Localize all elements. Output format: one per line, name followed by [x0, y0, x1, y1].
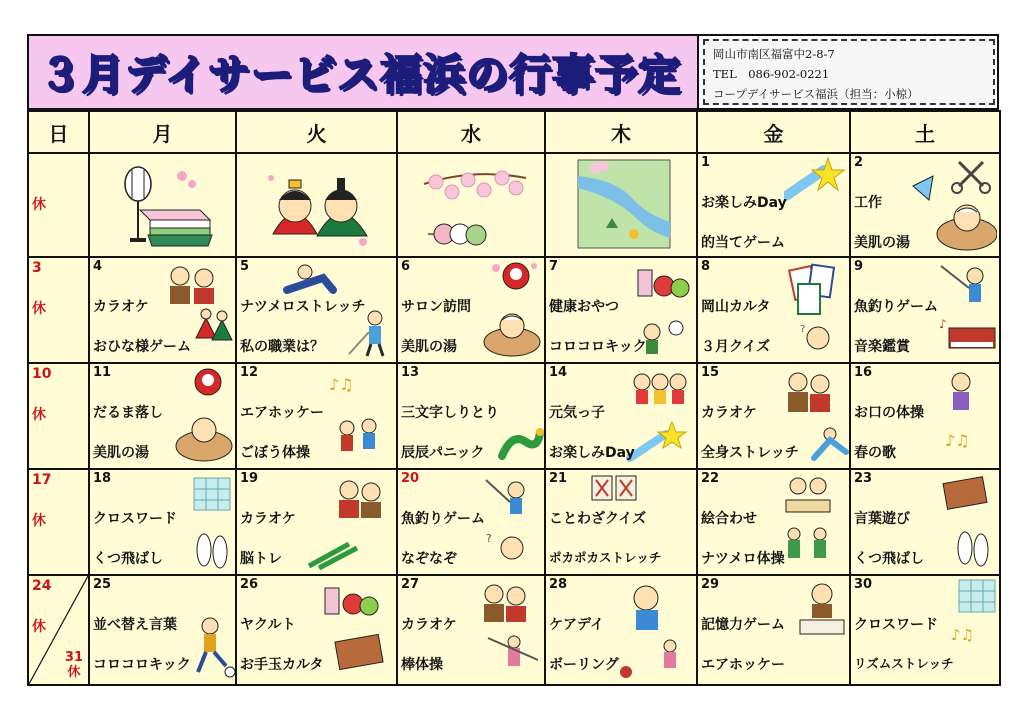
illustration-cell-hina-couple [236, 153, 397, 257]
date-number: 4 [93, 259, 103, 274]
river-landscape-icon [576, 158, 672, 250]
week-row-2 [28, 257, 1000, 363]
activity-2: 美肌の湯 [854, 235, 910, 251]
activity-1: エアホッケー [240, 405, 324, 421]
date-number: 20 [401, 471, 420, 486]
date-number: 11 [93, 365, 112, 380]
date-number: 25 [93, 577, 112, 592]
weekday-fri: 金 [697, 111, 850, 153]
activity-2: ポカポカストレッチ [549, 550, 662, 565]
activity-1: 健康おやつ [549, 299, 619, 315]
shooting-star-icon [784, 156, 846, 204]
date-number: 3 [32, 260, 42, 276]
weekday-thu: 木 [545, 111, 697, 153]
fishing-and-riddle-icon [482, 474, 542, 570]
day-cell-9 [850, 257, 1000, 363]
daruma-and-bath-icon [172, 366, 234, 464]
fishing-and-piano-icon [935, 262, 999, 360]
calendar-sheet [27, 34, 999, 684]
day-cell-10 [28, 363, 89, 469]
day-cell-26 [236, 575, 397, 685]
illustration-cell-cherry-dango [397, 153, 545, 257]
weekday-mon: 月 [89, 111, 236, 153]
day-cell-12 [236, 363, 397, 469]
date-number: 2 [854, 155, 864, 170]
week-row-5 [28, 575, 1000, 685]
activity-1: 魚釣りゲーム [401, 511, 485, 527]
day-cell-18 [89, 469, 236, 575]
activity-2: おひな様ゲーム [93, 339, 191, 355]
activity-1: 魚釣りゲーム [854, 299, 938, 315]
day-cell-24-31 [28, 575, 89, 685]
day-cell-21 [545, 469, 697, 575]
dragon-icon [498, 422, 544, 464]
cherry-blossom-dango-icon [414, 164, 534, 250]
day-cell-22 [697, 469, 850, 575]
closed-label-31: 休 [67, 665, 81, 680]
date-number: 29 [701, 577, 720, 592]
title-banner [27, 34, 697, 110]
activity-1: ことわざクイズ [549, 511, 647, 527]
day-cell-29 [697, 575, 850, 685]
closed-label: 休 [32, 407, 46, 423]
date-number: 8 [701, 259, 711, 274]
activity-2: 脳トレ [240, 551, 282, 567]
activity-1: カラオケ [240, 511, 296, 527]
activity-1: ケアデイ [549, 617, 605, 633]
activity-1: ナツメロストレッチ [240, 299, 366, 315]
crossword-and-notes-icon [947, 578, 999, 658]
svg-text:♪♫: ♪♫ [951, 626, 975, 644]
weekday-header-row [28, 111, 1000, 153]
svg-text:♪: ♪ [939, 317, 947, 331]
activity-2: くつ飛ばし [854, 551, 924, 567]
closed-label: 休 [32, 619, 46, 635]
activity-2: エアホッケー [701, 657, 785, 673]
activity-2: 美肌の湯 [93, 445, 149, 461]
day-cell-23 [850, 469, 1000, 575]
date-number: 27 [401, 577, 420, 592]
day-cell-25 [89, 575, 236, 685]
date-number: 28 [549, 577, 568, 592]
drink-and-karuta-icon [317, 582, 393, 680]
closed-label: 休 [32, 197, 46, 213]
karaoke-and-pencils-icon [299, 474, 395, 572]
day-cell-15 [697, 363, 850, 469]
day-cell-11 [89, 363, 236, 469]
weekday-tue: 火 [236, 111, 397, 153]
closed-label: 休 [32, 301, 46, 317]
date-number: 7 [549, 259, 559, 274]
weekday-sun: 日 [28, 111, 89, 153]
activity-2: なぞなぞ [401, 551, 457, 567]
activity-1: クロスワード [93, 511, 177, 527]
date-number: 18 [93, 471, 112, 486]
calendar-grid [27, 110, 1001, 686]
week-row-4 [28, 469, 1000, 575]
karuta-cards-quiz-icon [784, 262, 848, 360]
week-row-1 [28, 153, 1000, 257]
date-number: 10 [32, 366, 52, 382]
day-cell-sun-w1 [28, 153, 89, 257]
date-number-31: 31 [64, 650, 83, 665]
memory-game-icon [794, 580, 850, 640]
proverb-quiz-icon [590, 472, 640, 506]
date-number: 22 [701, 471, 720, 486]
activity-1: 絵合わせ [701, 511, 757, 527]
day-cell-19 [236, 469, 397, 575]
day-cell-6 [397, 257, 545, 363]
day-cell-20 [397, 469, 545, 575]
date-number: 24 [32, 578, 52, 594]
activity-1: 記憶力ゲーム [701, 617, 785, 633]
day-cell-3 [28, 257, 89, 363]
activity-1: カラオケ [93, 299, 149, 315]
activity-1: 言葉遊び [854, 511, 910, 527]
activity-2: 棒体操 [401, 657, 443, 673]
telephone: TEL 086-902-0221 [713, 67, 830, 81]
date-number: 19 [240, 471, 259, 486]
activity-2: お楽しみDay [549, 445, 635, 461]
contact-box [703, 39, 995, 105]
date-number: 12 [240, 365, 259, 380]
crossword-and-shoes-icon [190, 476, 234, 570]
svg-text:?: ? [486, 532, 492, 545]
date-number: 17 [32, 472, 52, 488]
illustration-cell-hina-dolls-stand [89, 153, 236, 257]
activity-2: コロコロキック [549, 339, 647, 355]
day-cell-5 [236, 257, 397, 363]
singer-and-notes-icon [939, 368, 999, 464]
activity-2: ナツメロ体操 [701, 551, 785, 567]
date-number: 6 [401, 259, 411, 274]
closed-label: 休 [32, 513, 46, 529]
illustration-cell-river-landscape [545, 153, 697, 257]
address: 岡山市南区福富中2-8-7 [713, 47, 835, 61]
activity-2: くつ飛ばし [93, 551, 163, 567]
date-number: 21 [549, 471, 568, 486]
date-number: 14 [549, 365, 568, 380]
day-cell-13 [397, 363, 545, 469]
svg-text:?: ? [800, 324, 806, 335]
activity-1: サロン訪問 [401, 299, 471, 315]
day-cell-17 [28, 469, 89, 575]
activity-2: 的当てゲーム [701, 235, 785, 251]
activity-1: 岡山カルタ [701, 299, 771, 315]
week-row-3 [28, 363, 1000, 469]
activity-1: カラオケ [701, 405, 757, 421]
day-cell-8 [697, 257, 850, 363]
activity-2: コロコロキック [93, 657, 191, 673]
activity-2: ３月クイズ [701, 339, 771, 355]
activity-1: 元気っ子 [549, 405, 605, 421]
activity-1: お口の体操 [854, 405, 924, 421]
day-cell-1 [697, 153, 850, 257]
activity-2: 美肌の湯 [401, 339, 457, 355]
hina-couple-icon [265, 164, 375, 252]
activity-2: リズムストレッチ [854, 656, 954, 671]
day-cell-27 [397, 575, 545, 685]
karaoke-and-stick-exercise-icon [474, 580, 544, 680]
office-name: コープデイサービス福浜（担当：小椋） [713, 87, 919, 101]
activity-2: お手玉カルタ [240, 657, 324, 673]
activity-2: ごぼう体操 [240, 445, 310, 461]
date-number: 1 [701, 155, 711, 170]
daruma-and-bath-icon [482, 260, 542, 358]
day-cell-30 [850, 575, 1000, 685]
day-cell-16 [850, 363, 1000, 469]
activity-1: 工作 [854, 195, 882, 211]
day-cell-2 [850, 153, 1000, 257]
date-number: 5 [240, 259, 250, 274]
date-31-block [65, 650, 83, 680]
activity-1: だるま落し [93, 405, 163, 421]
activity-2: 全身ストレッチ [701, 445, 799, 461]
day-cell-4 [89, 257, 236, 363]
svg-text:♪♫: ♪♫ [329, 375, 354, 394]
day-cell-7 [545, 257, 697, 363]
care-and-bowling-icon [616, 580, 696, 682]
date-number: 15 [701, 365, 720, 380]
date-number: 13 [401, 365, 420, 380]
weekday-sat: 土 [850, 111, 1000, 153]
date-number: 9 [854, 259, 864, 274]
date-number: 16 [854, 365, 873, 380]
activity-2: 辰辰パニック [401, 445, 485, 461]
hina-stand-lantern-icon [110, 162, 220, 252]
contact-panel [697, 34, 999, 110]
activity-1: ヤクルト [240, 617, 296, 633]
activity-1: カラオケ [401, 617, 457, 633]
word-game-and-shoes-icon [935, 474, 997, 570]
activity-1: 並べ替え言葉 [93, 617, 177, 633]
notes-and-exercise-icon [325, 368, 395, 464]
date-number: 26 [240, 577, 259, 592]
activity-1: クロスワード [854, 617, 938, 633]
activity-2: ボーリング [549, 657, 619, 673]
activity-2: 音楽鑑賞 [854, 339, 910, 355]
page-title: ３月デイサービス福浜の行事予定 [39, 50, 682, 99]
svg-text:♪♫: ♪♫ [945, 431, 970, 450]
day-cell-14 [545, 363, 697, 469]
weekday-wed: 水 [397, 111, 545, 153]
activity-2: 春の歌 [854, 445, 896, 461]
kicking-boy-icon [190, 616, 236, 682]
activity-1: お楽しみDay [701, 195, 787, 211]
date-number: 23 [854, 471, 873, 486]
date-number: 30 [854, 577, 873, 592]
activity-1: 三文字しりとり [401, 405, 499, 421]
kids-and-star-icon [626, 368, 696, 464]
day-cell-28 [545, 575, 697, 685]
activity-2: 私の職業は？ [240, 339, 324, 355]
